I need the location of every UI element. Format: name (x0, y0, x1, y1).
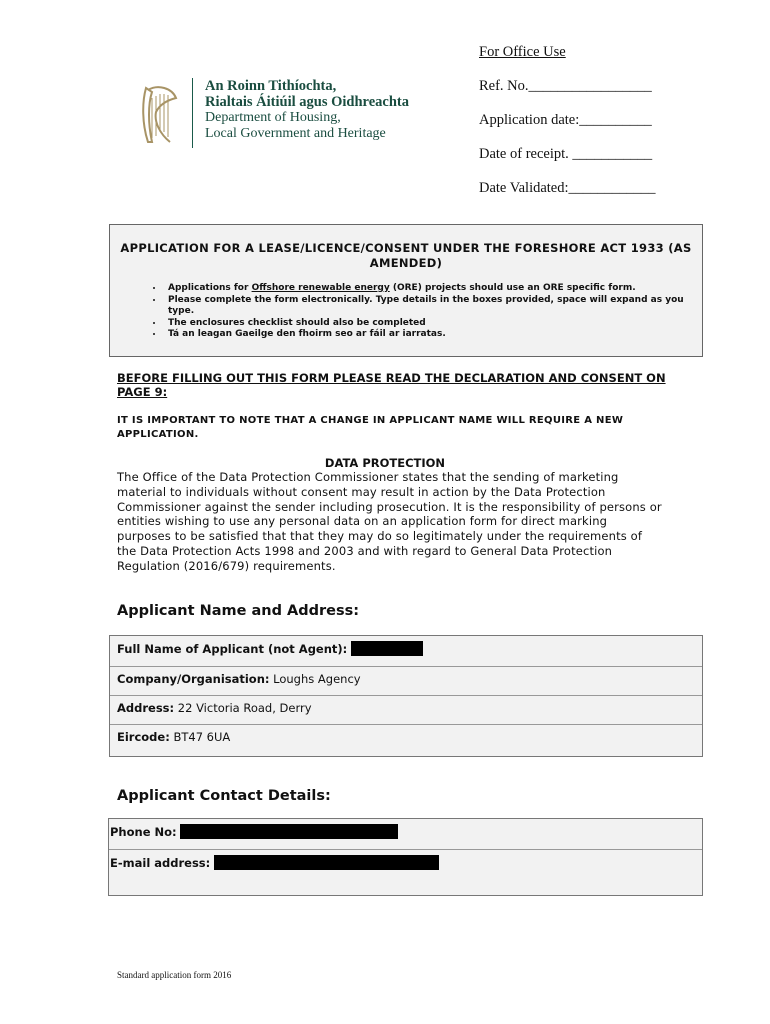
instruction-text: Applications for (168, 283, 252, 293)
phone-row (109, 819, 702, 850)
phone-label: Phone No: (110, 825, 177, 839)
name-change-notice: IT IS IMPORTANT TO NOTE THAT A CHANGE IN APPLICANT NAME WILL REQUIRE A NEW APPLICATION. (117, 415, 624, 440)
logo-irish-line-1: An Roinn Tithíochta, (205, 78, 337, 94)
applicant-table (109, 635, 703, 757)
email-row (109, 850, 702, 895)
ref-no-field: Ref. No._________________ (479, 78, 652, 94)
declaration-notice: BEFORE FILLING OUT THIS FORM PLEASE READ THE DECLARATION AND CONSENT ON PAGE 9: (117, 371, 666, 399)
email-label: E-mail address: (110, 856, 211, 870)
address-row (110, 696, 702, 725)
applicant-section-title: Applicant Name and Address: (117, 603, 360, 619)
date-of-receipt-field: Date of receipt. ___________ (479, 146, 653, 162)
contact-table (108, 818, 703, 896)
instructions-list (110, 283, 702, 341)
data-protection-text: The Office of the Data Protection Commissioner states that the sending of marketing material to individuals without consent may result in action by the Data Protection Commissioner against the sender including prosecution. It is the responsibility of persons or entities wishing to use any personal data on an application form for direct marking purposes to be satisfied that that they may do so legitimately under the requirements of the Data Protection Acts 1998 and 2003 and with regard to General Data Protection Regulation (2016/679) requirements. (117, 470, 662, 573)
address-label: Address: (117, 701, 175, 715)
eircode-label: Eircode: (117, 730, 170, 744)
company-row (110, 667, 702, 696)
eircode-row (110, 725, 702, 756)
instruction-text: (ORE) projects should use an ORE specific form. (389, 283, 636, 293)
email-field[interactable] (214, 855, 439, 870)
contact-section-title: Applicant Contact Details: (117, 788, 331, 804)
ore-link[interactable]: Offshore renewable energy (251, 283, 390, 293)
instruction-item (164, 283, 702, 295)
instruction-item: • The enclosures checklist should also be completed (164, 318, 702, 330)
eircode-field[interactable]: BT47 6UA (169, 730, 231, 744)
data-protection-title: DATA PROTECTION (324, 456, 446, 470)
logo-english-line-2: Local Government and Heritage (205, 126, 386, 141)
logo-english-line-1: Department of Housing, (205, 110, 341, 125)
company-field[interactable]: Loughs Agency (269, 672, 361, 686)
phone-field[interactable] (180, 824, 398, 839)
form-title: APPLICATION FOR A LEASE/LICENCE/CONSENT UNDER THE FORESHORE ACT 1933 (AS AMENDED) (120, 241, 692, 270)
application-date-field: Application date:__________ (479, 112, 652, 128)
form-header-box (109, 224, 703, 357)
applicant-name-row (110, 636, 702, 667)
harp-icon (138, 82, 180, 148)
office-use-title: For Office Use (479, 44, 566, 60)
address-field[interactable]: 22 Victoria Road, Derry (174, 701, 312, 715)
instruction-item: • Tá an leagan Gaeilge den fhoirm seo ar fáil ar iarratas. (164, 329, 702, 341)
logo-divider (192, 78, 193, 148)
logo-irish-line-2: Rialtais Áitiúil agus Oidhreachta (205, 94, 409, 110)
company-label: Company/Organisation: (117, 672, 270, 686)
applicant-name-field[interactable] (351, 641, 423, 656)
date-validated-field: Date Validated:____________ (479, 180, 656, 196)
footer-text: Standard application form 2016 (117, 970, 232, 980)
instruction-item: • Please complete the form electronically. Type details in the boxes provided, space will expand as you type. (164, 295, 702, 318)
department-logo (138, 78, 409, 148)
applicant-name-label: Full Name of Applicant (not Agent): (117, 642, 348, 656)
office-use-block (479, 44, 656, 214)
